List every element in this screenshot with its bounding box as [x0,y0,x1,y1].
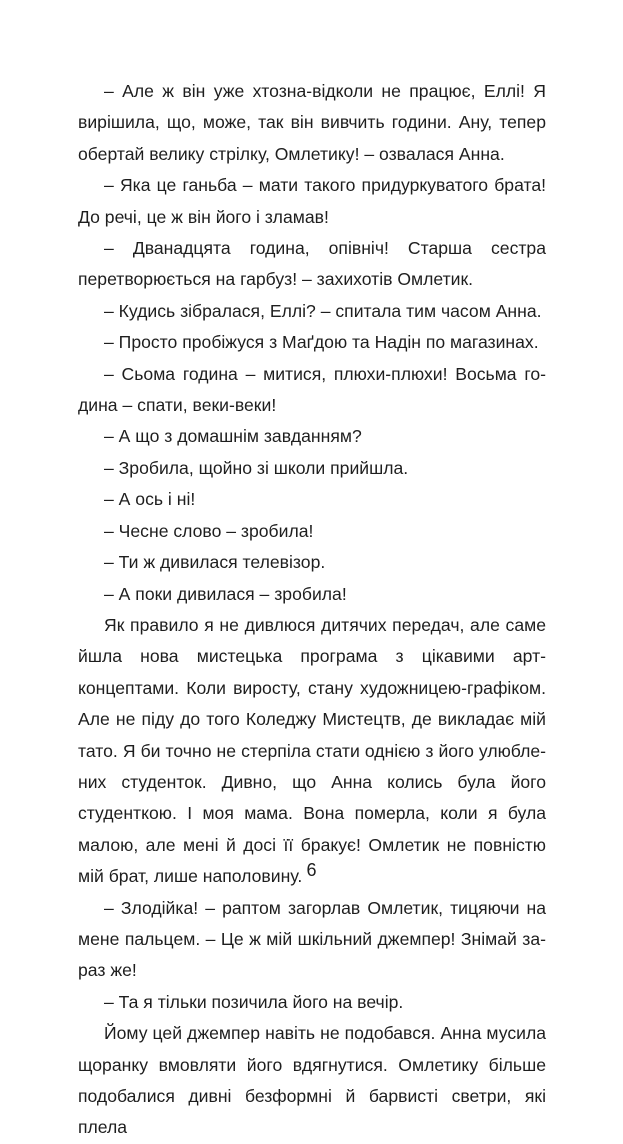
paragraph: – Дванадцята година, опівніч! Старша сестра перетворюється на гарбуз! – захихотів Омлетик. [78,238,546,290]
paragraph: – Просто пробіжуся з Маґдою та Надін по магазинах. [104,332,539,353]
paragraph: – А ось і ні! [104,489,196,510]
paragraph: – Чесне слово – зробила! [104,520,314,541]
paragraph: – А поки дивилася – зробила! [104,583,347,604]
paragraph: Йому цей джемпер навіть не подобався. Анна мусила щоранку вмовляти його вдягнутися. Омлетику більше подобалися дивні безформні й барвисті светри, які плела [78,1023,546,1138]
paragraph: – Сьома година – митися, плюхи-плюхи! Восьма година – спати, веки-веки! [78,363,546,416]
book-page-text [78,76,546,1144]
paragraph: – Злодійка! – раптом загорлав Омлетик, тицяючи на мене пальцем. – Це ж мій шкільний джемпер! Знімай зараз же! [78,897,546,981]
paragraph: Як правило я не дивлюся дитячих передач, але саме йшла нова мистецька програма з цікавими арт-концептами. Коли виросту, стану художницею-графіком. Але не піду до того Коледжу Мистецтв, де викладає мій тато. Я би точно не стерпіла стати однією з його улюблених студенток. Дивно, що Анна колись була його студенткою. І моя мама. Вона померла, коли я була малою, але мені й досі її бракує! Омлетик не повністю мій брат, лише наполовину. [78,614,546,887]
paragraph: – Та я тільки позичила його на вечір. [104,991,404,1012]
paragraph: – Ти ж дивилася телевізор. [104,552,326,573]
paragraph: – Але ж він уже хтозна-відколи не працює, Еллі! Я вирішила, що, може, так він вивчить години. Ану, тепер обертай велику стрілку, Омлетику! – озвалася Анна. [78,81,546,164]
page-number: 6 [306,860,317,880]
paragraph: – А що з домашнім завданням? [104,426,362,447]
paragraph: – Яка це ганьба – мати такого придуркуватого брата! До речі, це ж він його і зламав! [78,175,546,227]
paragraph: – Кудись зібралася, Еллі? – спитала тим часом Анна. [104,300,542,321]
paragraph: – Зробила, щойно зі школи прийшла. [104,457,409,478]
